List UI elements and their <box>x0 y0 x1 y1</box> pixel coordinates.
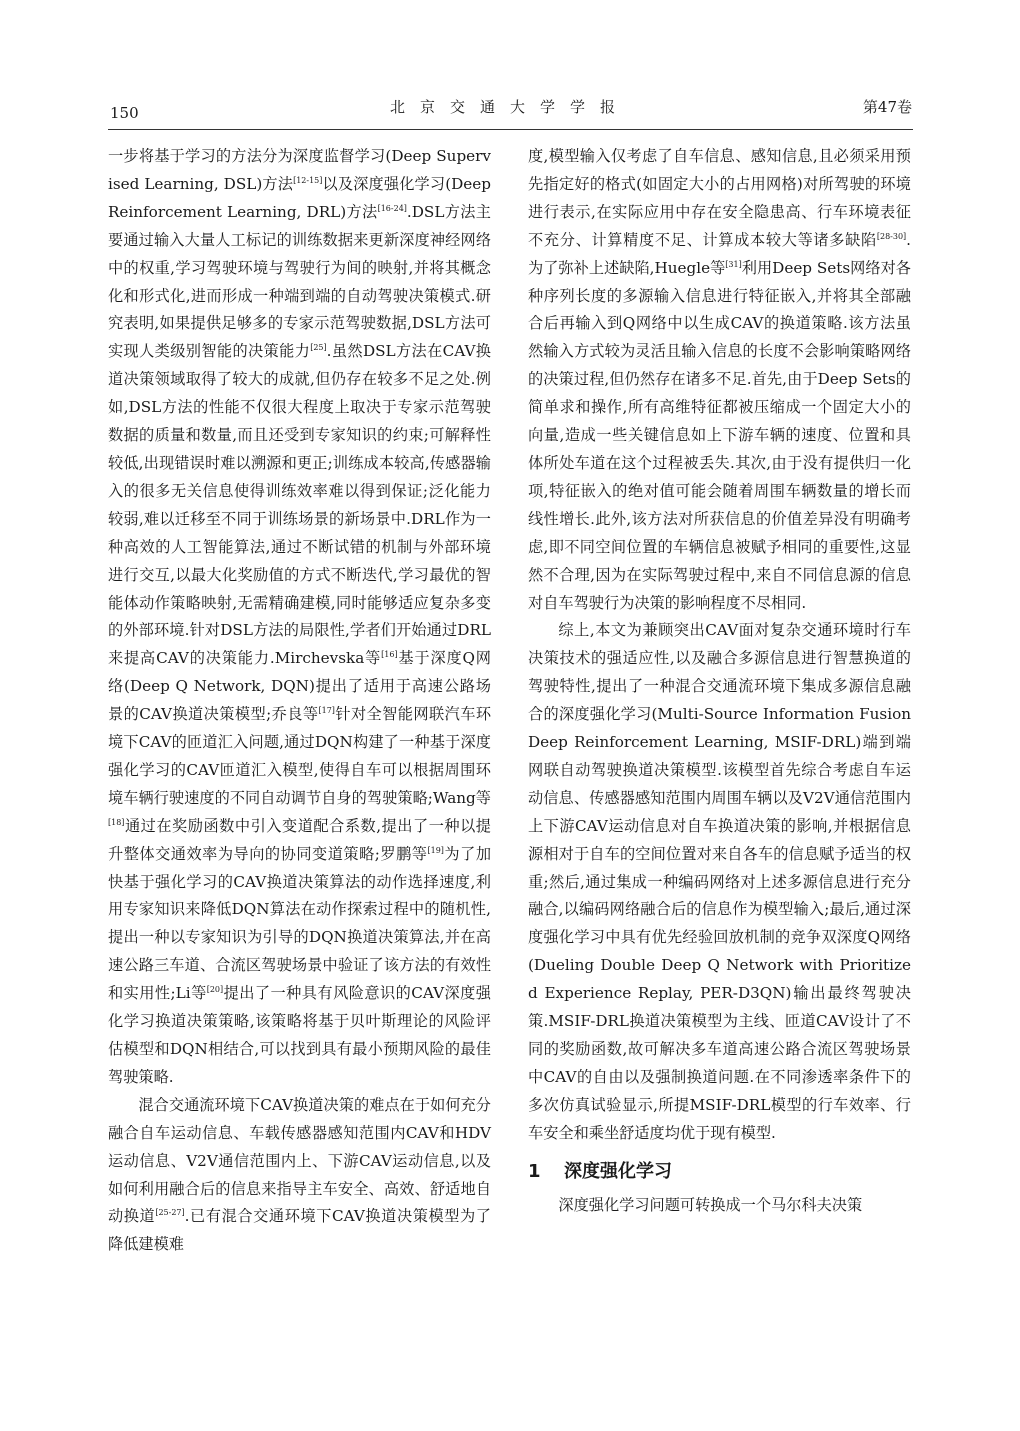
citation: [12-15] <box>293 175 323 185</box>
paragraph <box>528 143 911 617</box>
text-run: 深度强化学习问题可转换成一个马尔科夫决策 <box>558 1195 863 1214</box>
journal-title: 北京交通大学学报 <box>389 98 630 116</box>
text-run: 混合交通流环境下CAV换道决策的难点在于如何充分融合自车运动信息、车载传感器感知范围内CAV和HDV运动信息、V2V通信范围内上、下游CAV运动信息,以及如何利用融合后的信息来指导主车安全、高效、舒适地自动换道 <box>108 1095 491 1226</box>
text-run: 提出了一种具有风险意识的CAV深度强化学习换道决策策略,该策略将基于贝叶斯理论的风险评估模型和DQN相结合,可以找到具有最小预期风险的最佳驾驶策略. <box>108 984 491 1086</box>
paragraph <box>528 617 911 1147</box>
text-run: .已有混合交通环境下CAV换道决策模型为了降低建模难 <box>108 1207 491 1254</box>
citation: [16] <box>381 650 398 660</box>
citation: [25] <box>310 343 327 353</box>
section-title: 深度强化学习 <box>564 1160 672 1182</box>
text-run: 基于深度Q网络(Deep Q Network, DQN)提出了适用于高速公路场景的CAV换道决策模型;乔良等 <box>108 649 491 724</box>
text-run: 为了加快基于强化学习的CAV换道决策算法的动作选择速度,利用专家知识来降低DQN算法在动作探索过程中的随机性,提出一种以专家知识为引导的DQN换道决策算法,并在高速公路三车道、合流区驾驶场景中验证了该方法的有效性和实用性;Li等 <box>108 844 492 1003</box>
citation: [20] <box>206 985 224 995</box>
paragraph <box>108 1092 491 1259</box>
citation: [17] <box>318 706 335 716</box>
text-run: 利用Deep Sets网络对各种序列长度的多源输入信息进行特征嵌入,并将其全部融合后再输入到Q网络中以生成CAV的换道策略.该方法虽然输入方式较为灵活且输入信息的长度不会影响策略网络的决策过程,但仍然存在诸多不足.首先,由于Deep Sets的简单求和操作,所有高维特征都被压缩成一个固定大小的向量,造成一些关键信息如上下游车辆的速度、位置和具体所处车道在这个过程被丢失.其次,由于没有提供归一化项,特征嵌入的绝对值可能会随着周围车辆数量的增长而线性增长.此外,该方法对所获信息的价值差异没有明确考虑,即不同空间位置的车辆信息被赋予相同的重要性,这显然不合理,因为在实际驾驶过程中,来自不同信息源的信息对自车驾驶行为决策的影响程度不尽相同. <box>528 258 911 612</box>
text-run: 一步将基于学习的方法分为深度监督学习(Deep Supervised Learning, DSL)方法 <box>108 147 491 193</box>
text-run: .为了弥补上述缺陷,Huegle等 <box>528 230 911 277</box>
header-divider <box>108 129 913 130</box>
text-run: 针对全智能网联汽车环境下CAV的匝道汇入问题,通过DQN构建了一种基于深度强化学习的CAV匝道汇入模型,使得自车可以根据周围环境车辆行驶速度的不同自动调节自身的驾驶策略;Wang等 <box>108 705 492 807</box>
left-column <box>108 143 491 1259</box>
citation: [31] <box>725 259 742 269</box>
paragraph <box>108 143 491 1092</box>
citation: [25-27] <box>155 1208 185 1218</box>
right-column <box>528 143 911 1220</box>
page-number: 150 <box>110 104 139 122</box>
text-run: 综上,本文为兼顾突出CAV面对复杂交通环境时行车决策技术的强适应性,以及融合多源信息进行智慧换道的驾驶特性,提出了一种混合交通流环境下集成多源信息融合的深度强化学习(Multi-Source Information Fusion Deep Reinforcement Learning, MSIF-DRL)端到端网联自动驾驶换道决策模型.该模型首先综合考虑自车运动信息、传感器感知范围内周围车辆以及V2V通信范围内上下游CAV运动信息对自车换道决策的影响,并根据信息源相对于自车的空间位置对来自各车的信息赋予适当的权重;然后,通过集成一种编码网络对上述多源信息进行充分融合,以编码网络融合后的信息作为模型输入;最后,通过深度强化学习中具有优先经验回放机制的竞争双深度Q网络(Dueling Double Deep Q Network with Prioritized Experience Replay, PER-D3QN)输出最终驾驶决策.MSIF-DRL换道决策模型为主线、匝道CAV设计了不同的奖励函数,故可解决多车道高速公路合流区驾驶场景中CAV的自由以及强制换道问题.在不同渗透率条件下的多次仿真试验显示,所提MSIF-DRL模型的行车效率、行车安全和乘坐舒适度均优于现有模型. <box>528 621 911 1142</box>
text-run: .DSL方法主要通过输入大量人工标记的训练数据来更新深度神经网络中的权重,学习驾驶环境与驾驶行为间的映射,并将其概念化和形式化,进而形成一种端到端的自动驾驶决策模式.研究表明,如果提供足够多的专家示范驾驶数据,DSL方法可实现人类级别智能的决策能力 <box>108 202 491 361</box>
text-run: .虽然DSL方法在CAV换道决策领域取得了较大的成就,但仍存在较多不足之处.例如,DSL方法的性能不仅很大程度上取决于专家示范驾驶数据的质量和数量,而且还受到专家知识的约束;可解释性较低,出现错误时难以溯源和更正;训练成本较高,传感器输入的很多无关信息使得训练效率难以得到保证;泛化能力较弱,难以迁移至不同于训练场景的新场景中.DRL作为一种高效的人工智能算法,通过不断试错的机制与外部环境进行交互,以最大化奖励值的方式不断迭代,学习最优的智能体动作策略映射,无需精确建模,同时能够适应复杂多变的外部环境.针对DSL方法的局限性,学者们开始通过DRL来提高CAV的决策能力.Mirchevska等 <box>108 342 491 668</box>
paragraph <box>528 1192 911 1220</box>
text-run: 以及深度强化学习(Deep Reinforcement Learning, DRL)方法 <box>108 174 491 221</box>
citation: [28-30] <box>876 231 907 241</box>
section-number: 1 <box>528 1160 541 1182</box>
citation: [18] <box>108 817 125 827</box>
citation: [16-24] <box>377 203 407 213</box>
text-run: 通过在奖励函数中引入变道配合系数,提出了一种以提升整体交通效率为导向的协同变道策略;罗鹏等 <box>108 816 491 863</box>
volume-label: 第47卷 <box>862 98 912 116</box>
text-run: 度,模型输入仅考虑了自车信息、感知信息,且必须采用预先指定好的格式(如固定大小的占用网格)对所驾驶的环境进行表示,在实际应用中存在安全隐患高、行车环境表征不充分、计算精度不足、计算成本较大等诸多缺陷 <box>528 147 911 249</box>
section-heading <box>528 1160 911 1184</box>
citation: [19] <box>427 845 444 855</box>
